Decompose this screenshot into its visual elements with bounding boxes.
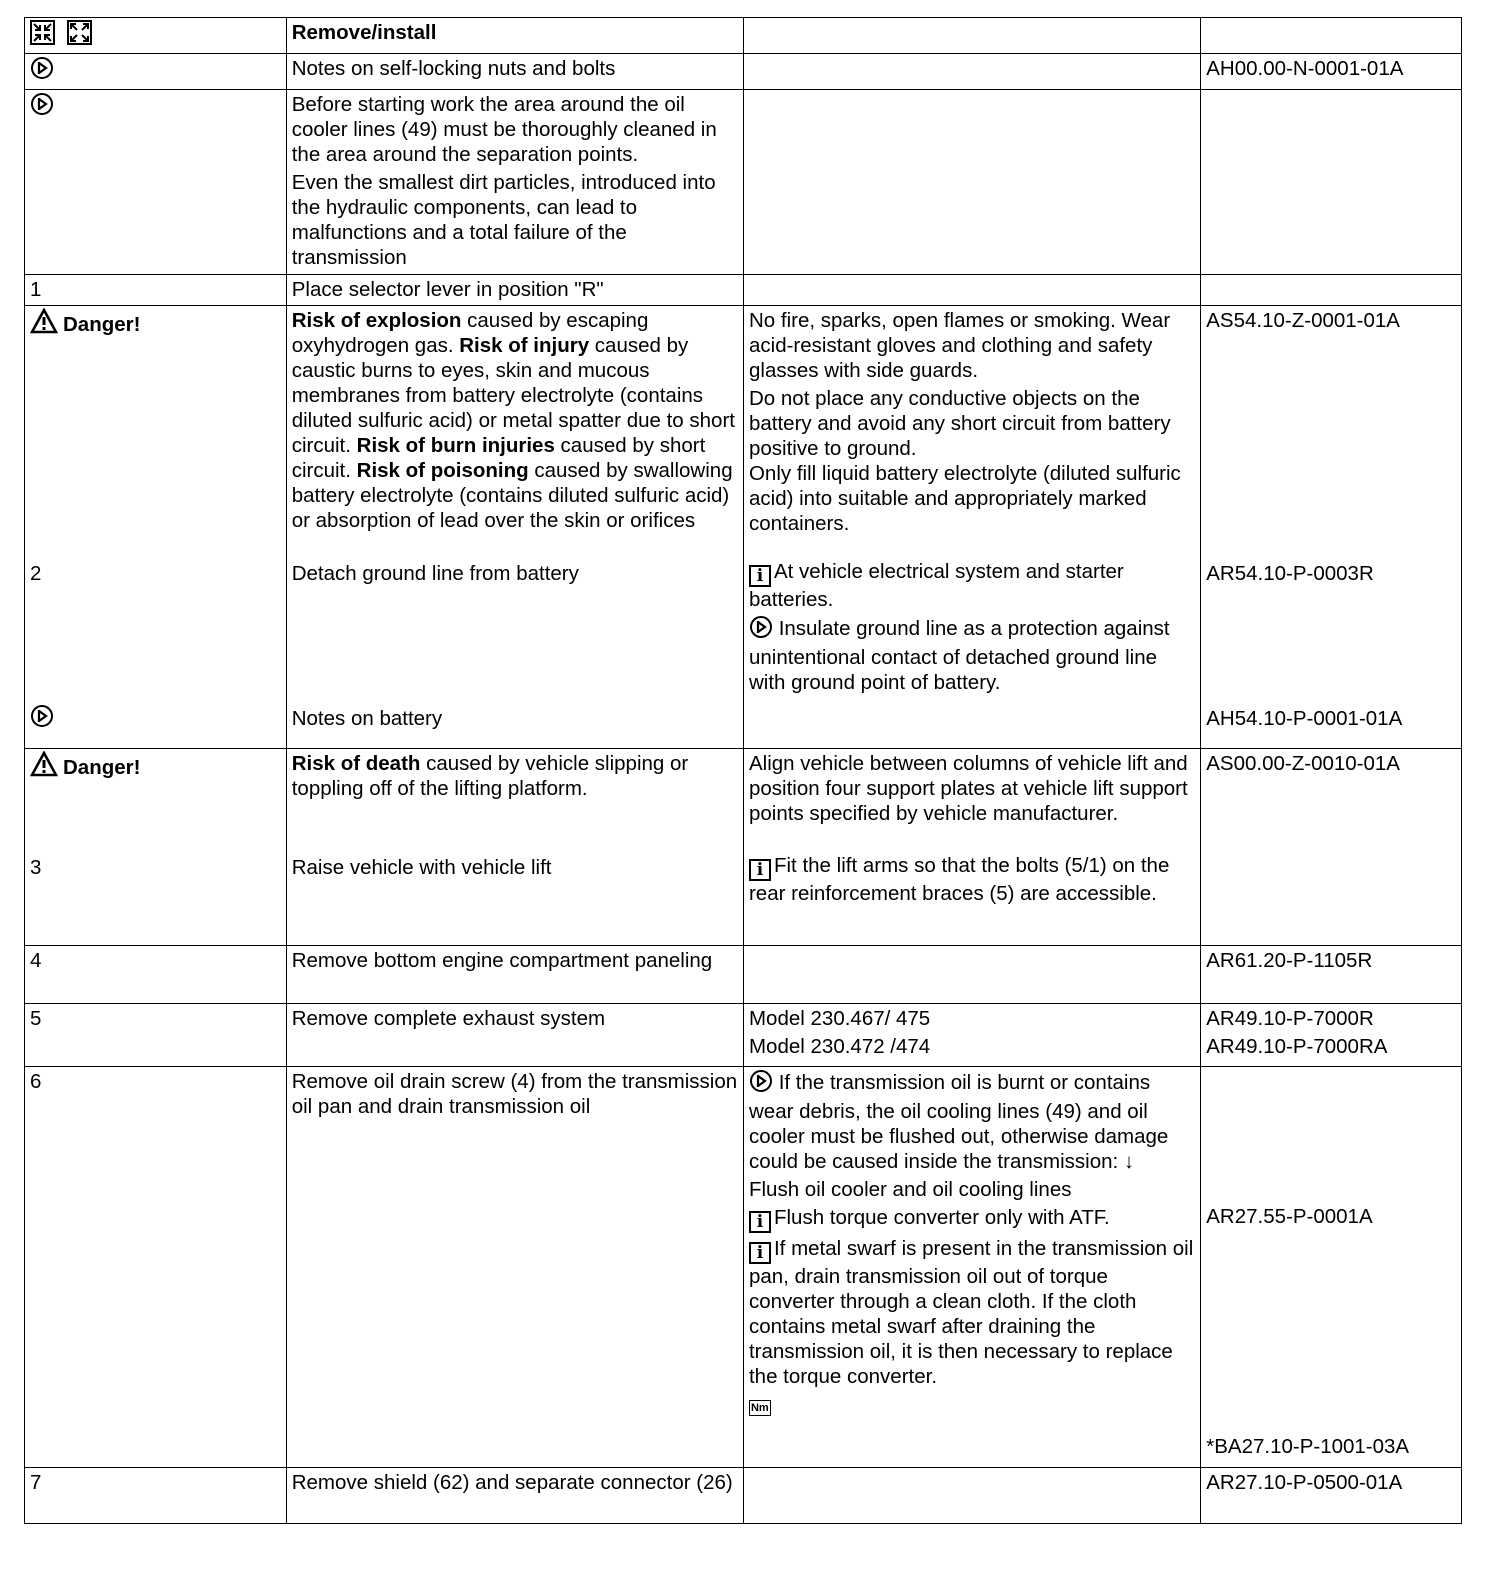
table-row: 6 Remove oil drain screw (4) from the transmission oil pan and drain transmission oil If the transmission oil is burnt or contains wear debris, the oil cooling lines (49) and oil cooler must be flushed out, otherwise damage could be caused inside the transmission: ↓ Flush oil cooler and oil cooling lines i Flush torque converter only with ATF. i If metal swarf is present in the transmission oil pan, drain transmission oil out of torque converter through a clean cloth. If the cloth contains metal swarf after draining the transmission oil, it is then necessary to replace the torque converter. Nm AR27.55-P-0001A *BA27.10-P-1001-03A [25, 1067, 1462, 1468]
danger-description: Risk of death caused by vehicle slipping or toppling off of the lifting platform. [291, 752, 689, 800]
header-icons-cell [25, 18, 287, 54]
reference-link[interactable]: AR61.20-P-1105R [1201, 946, 1462, 1004]
info-icon: i [749, 1242, 771, 1264]
step-number: 6 [25, 1067, 287, 1468]
remove-icon [30, 20, 55, 51]
table-header-row [25, 18, 1462, 54]
install-icon [67, 20, 92, 51]
reference-link[interactable]: AR49.10-P-7000R [1206, 1007, 1374, 1030]
info-icon: i [749, 565, 771, 587]
table-row: Before starting work the area around the oil cooler lines (49) must be thoroughly cleaned in the area around the separation points. Even the smallest dirt particles, introduced into the hydraulic components, can lead to malfunctions and a total failure of the transmission [25, 90, 1462, 275]
table-row: 4 Remove bottom engine compartment paneling AR61.20-P-1105R [25, 946, 1462, 1004]
torque-nm-icon: Nm [750, 1402, 769, 1414]
table-row: 7 Remove shield (62) and separate connector (26) AR27.10-P-0500-01A [25, 1468, 1462, 1524]
reference-link[interactable]: AR54.10-P-0003R [1206, 562, 1374, 585]
reference-link[interactable]: AR27.55-P-0001A [1206, 1205, 1373, 1228]
reference-link[interactable]: AH00.00-N-0001-01A [1201, 54, 1462, 90]
reference-link[interactable]: AS54.10-Z-0001-01A [1206, 309, 1400, 332]
reference-link[interactable]: AR49.10-P-7000RA [1206, 1035, 1388, 1058]
page-title: Remove/install [286, 18, 743, 54]
table-row: 1 Place selector lever in position "R" [25, 275, 1462, 306]
reference-link[interactable]: AH54.10-P-0001-01A [1206, 707, 1403, 730]
danger-warning: Danger! [30, 308, 140, 340]
table-row: Notes on self-locking nuts and bolts AH00.00-N-0001-01A [25, 54, 1462, 90]
step-number: 3 [30, 856, 42, 879]
info-icon: i [749, 1211, 771, 1233]
note-icon [30, 56, 54, 86]
warning-triangle-icon [30, 308, 58, 340]
step-number: 2 [30, 562, 42, 585]
reference-link[interactable]: *BA27.10-P-1001-03A [1206, 1435, 1410, 1458]
note-icon [30, 92, 54, 122]
note-icon [749, 615, 773, 645]
step-number: 4 [25, 946, 287, 1004]
table-row: 5 Remove complete exhaust system Model 230.467/ 475 Model 230.472 /474 AR49.10-P-7000R AR49.10-P-7000RA [25, 1004, 1462, 1067]
info-icon: i [749, 859, 771, 881]
step-number: 5 [25, 1004, 287, 1067]
procedure-document [24, 17, 1462, 1524]
danger-warning: Danger! [30, 751, 140, 783]
reference-link[interactable]: AR27.10-P-0500-01A [1201, 1468, 1462, 1524]
reference-link[interactable]: AS00.00-Z-0010-01A [1201, 749, 1462, 946]
step-number: 7 [25, 1468, 287, 1524]
danger-description: Risk of explosion caused by escaping oxyhydrogen gas. Risk of injury caused by caustic burns to eyes, skin and mucous membranes from battery electrolyte (contains diluted sulfuric acid) or metal spatter due to short circuit. Risk of burn injuries caused by short circuit. Risk of poisoning caused by swallowing battery electrolyte (contains diluted sulfuric acid) or absorption of lead over the skin or orifices [291, 309, 735, 532]
procedure-table [24, 17, 1462, 1524]
note-icon [749, 1069, 773, 1099]
table-row: Danger! 2 Risk of explosion caused by escaping oxyhydrogen gas. Risk of injury caused by caustic burns to eyes, skin and mucous membranes from battery electrolyte (contains diluted sulfuric acid) or metal spatter due to short circuit. Risk of burn injuries caused by short circuit. Risk of poisoning caused by swallowing battery electrolyte (contains diluted sulfuric acid) or absorption of lead over the skin or orifices Detach ground line from battery Notes on battery No fire, sparks, open flames or smoking. Wear acid-resistant gloves and clothing and safety glasses with side guards. Do not place any conductive objects on the battery and avoid any short circuit from battery positive to ground. Only fill liquid battery electrolyte (diluted sulfuric acid) into suitable and appropriately marked containers. i At vehicle electrical system and starter batteries. Insulate ground line as a protection against unintentional contact of detached ground line with ground point of battery. AS54.10-Z-0001-01A AR54.10-P-0003R AH54.10-P-0001-01A [25, 306, 1462, 749]
warning-triangle-icon [30, 751, 58, 783]
step-number: 1 [25, 275, 287, 306]
table-row: Danger! 3 Risk of death caused by vehicle slipping or toppling off of the lifting platform. Raise vehicle with vehicle lift Align vehicle between columns of vehicle lift and position four support plates at vehicle lift support points specified by vehicle manufacturer. i Fit the lift arms so that the bolts (5/1) on the rear reinforcement braces (5) are accessible. AS00.00-Z-0010-01A [25, 749, 1462, 946]
note-icon [30, 704, 54, 734]
